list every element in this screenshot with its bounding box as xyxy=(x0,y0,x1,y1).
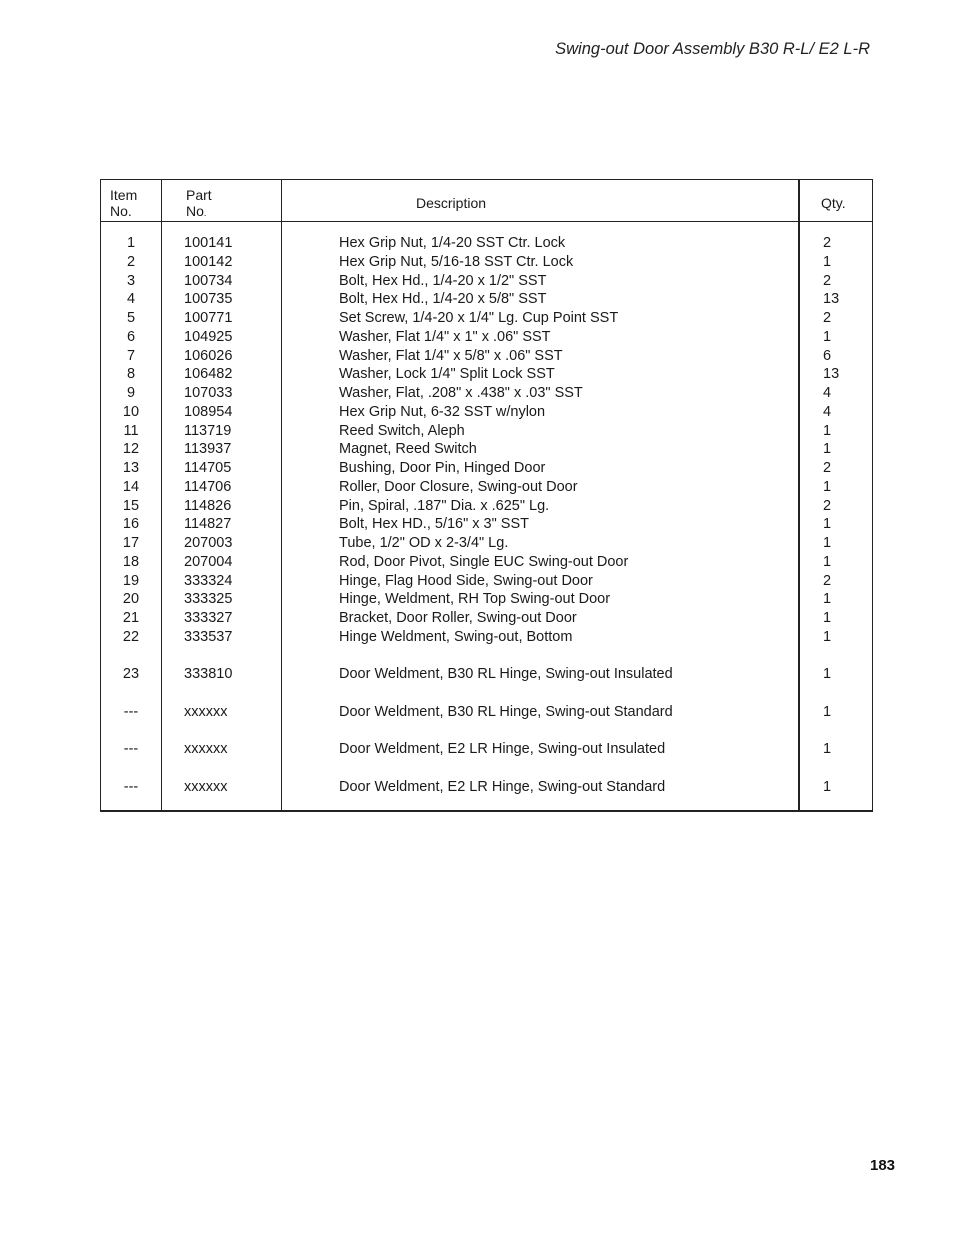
cell-qty: 2 xyxy=(823,272,832,289)
table-row xyxy=(101,628,872,647)
cell-item-no: 3 xyxy=(126,272,136,289)
cell-part-no: 114706 xyxy=(184,478,232,495)
cell-description: Bushing, Door Pin, Hinged Door xyxy=(339,460,546,476)
table-row xyxy=(101,384,872,403)
cell-qty: 1 xyxy=(823,666,832,682)
table-row xyxy=(101,365,872,384)
cell-description: Washer, Flat 1/4" x 5/8" x .06" SST xyxy=(339,347,563,364)
cell-description: Reed Switch, Aleph xyxy=(339,422,465,439)
cell-description: Washer, Lock 1/4" Split Lock SST xyxy=(339,366,555,383)
cell-description: Roller, Door Closure, Swing-out Door xyxy=(339,478,578,495)
table-row xyxy=(101,459,872,478)
column-header-item-line2: No. xyxy=(110,203,132,219)
cell-description: Door Weldment, E2 LR Hinge, Swing-out Standard xyxy=(339,779,666,795)
cell-item-no: 7 xyxy=(126,347,136,364)
table-row xyxy=(101,590,872,609)
table-row xyxy=(101,440,872,459)
cell-item-no: 6 xyxy=(126,328,136,345)
table-row xyxy=(101,328,872,347)
cell-qty: 4 xyxy=(823,385,832,401)
cell-part-no: xxxxxx xyxy=(184,704,228,720)
cell-description: Rod, Door Pivot, Single EUC Swing-out Door xyxy=(339,553,629,570)
cell-qty: 1 xyxy=(823,591,832,608)
cell-item-no: 14 xyxy=(122,478,140,495)
parts-table xyxy=(100,179,873,812)
table-row xyxy=(101,290,872,309)
cell-part-no: 333325 xyxy=(184,591,233,608)
cell-part-no: 333324 xyxy=(184,572,233,589)
column-header-part-line2-dot: . xyxy=(203,208,207,218)
column-header-item-no xyxy=(110,187,137,219)
cell-item-no: 2 xyxy=(126,253,136,270)
cell-part-no: 114705 xyxy=(184,460,232,476)
cell-description: Hinge, Flag Hood Side, Swing-out Door xyxy=(339,572,593,589)
cell-item-no: 19 xyxy=(122,572,140,589)
table-row xyxy=(101,572,872,591)
cell-description: Door Weldment, B30 RL Hinge, Swing-out Insulated xyxy=(339,666,673,682)
cell-qty: 1 xyxy=(823,422,832,439)
cell-item-no: 22 xyxy=(122,628,140,645)
cell-item-no: 15 xyxy=(122,497,140,514)
cell-part-no: 100735 xyxy=(184,291,233,308)
cell-qty: 2 xyxy=(823,572,832,589)
cell-part-no: 113937 xyxy=(184,441,232,458)
cell-description: Bolt, Hex Hd., 1/4-20 x 5/8" SST xyxy=(339,291,547,308)
cell-qty: 1 xyxy=(823,741,832,757)
cell-part-no: 113719 xyxy=(184,422,232,439)
cell-item-no: 16 xyxy=(122,516,140,533)
column-header-part-line2 xyxy=(186,203,212,221)
cell-qty: 1 xyxy=(823,610,832,626)
cell-description: Hex Grip Nut, 1/4-20 SST Ctr. Lock xyxy=(339,235,566,251)
table-row xyxy=(101,253,872,272)
cell-part-no: 106482 xyxy=(184,366,233,383)
column-header-qty: Qty. xyxy=(821,195,846,211)
column-header-part-no xyxy=(186,187,212,221)
cell-qty: 13 xyxy=(823,366,840,383)
cell-part-no: xxxxxx xyxy=(184,779,228,795)
table-row xyxy=(101,609,872,628)
cell-part-no: 104925 xyxy=(184,328,233,345)
cell-part-no: 100771 xyxy=(184,310,233,326)
table-row xyxy=(101,478,872,497)
cell-item-no: 21 xyxy=(122,610,140,626)
cell-description: Hinge Weldment, Swing-out, Bottom xyxy=(339,628,573,645)
cell-qty: 1 xyxy=(823,779,832,795)
cell-qty: 1 xyxy=(823,253,832,270)
cell-item-no: 23 xyxy=(122,666,140,682)
cell-item-no: --- xyxy=(123,779,139,795)
cell-qty: 13 xyxy=(823,291,840,308)
cell-description: Pin, Spiral, .187" Dia. x .625" Lg. xyxy=(339,497,550,514)
cell-part-no: 207003 xyxy=(184,535,233,551)
table-row xyxy=(101,403,872,422)
cell-part-no: 333810 xyxy=(184,666,233,682)
cell-part-no: 100142 xyxy=(184,253,233,270)
cell-qty: 2 xyxy=(823,460,832,476)
table-row xyxy=(101,515,872,534)
cell-description: Hex Grip Nut, 5/16-18 SST Ctr. Lock xyxy=(339,253,574,270)
cell-item-no: 5 xyxy=(126,310,136,326)
cell-description: Bolt, Hex HD., 5/16" x 3" SST xyxy=(339,516,530,533)
cell-item-no: 10 xyxy=(122,403,140,420)
cell-description: Magnet, Reed Switch xyxy=(339,441,477,458)
cell-qty: 2 xyxy=(823,235,832,251)
cell-description: Door Weldment, E2 LR Hinge, Swing-out Insulated xyxy=(339,741,666,757)
table-row xyxy=(101,347,872,366)
page-header-title: Swing-out Door Assembly B30 R-L/ E2 L-R xyxy=(555,40,870,58)
cell-part-no: 107033 xyxy=(184,385,233,401)
table-row xyxy=(101,497,872,516)
page-number: 183 xyxy=(870,1157,896,1174)
cell-part-no: xxxxxx xyxy=(184,741,228,757)
column-header-item-line1: Item xyxy=(110,187,138,203)
cell-part-no: 333327 xyxy=(184,610,233,626)
cell-qty: 1 xyxy=(823,516,832,533)
cell-item-no: 18 xyxy=(122,553,140,570)
cell-qty: 1 xyxy=(823,628,832,645)
cell-part-no: 100734 xyxy=(184,272,233,289)
cell-description: Hex Grip Nut, 6-32 SST w/nylon xyxy=(339,403,546,420)
table-row xyxy=(101,665,872,684)
table-row xyxy=(101,272,872,291)
cell-item-no: 11 xyxy=(123,422,139,439)
cell-qty: 4 xyxy=(823,403,832,420)
header-divider xyxy=(101,221,872,222)
cell-qty: 1 xyxy=(823,328,832,345)
table-row xyxy=(101,553,872,572)
cell-description: Bracket, Door Roller, Swing-out Door xyxy=(339,610,577,626)
cell-description: Tube, 1/2" OD x 2-3/4" Lg. xyxy=(339,535,509,551)
cell-description: Washer, Flat 1/4" x 1" x .06" SST xyxy=(339,328,551,345)
cell-item-no: --- xyxy=(123,704,139,720)
cell-part-no: 114827 xyxy=(184,516,232,533)
cell-item-no: 4 xyxy=(126,291,136,308)
table-row xyxy=(101,234,872,253)
cell-item-no: 20 xyxy=(122,591,140,608)
cell-qty: 1 xyxy=(823,441,832,458)
cell-part-no: 207004 xyxy=(184,553,233,570)
cell-qty: 1 xyxy=(823,535,832,551)
cell-item-no: 12 xyxy=(122,441,140,458)
cell-part-no: 106026 xyxy=(184,347,233,364)
table-row xyxy=(101,534,872,553)
cell-item-no: --- xyxy=(123,741,139,757)
cell-item-no: 8 xyxy=(126,366,136,383)
cell-description: Door Weldment, B30 RL Hinge, Swing-out Standard xyxy=(339,704,673,720)
cell-part-no: 108954 xyxy=(184,403,233,420)
cell-qty: 1 xyxy=(823,704,832,720)
cell-item-no: 1 xyxy=(126,235,136,251)
cell-item-no: 9 xyxy=(126,385,136,401)
cell-item-no: 17 xyxy=(122,535,140,551)
cell-qty: 1 xyxy=(823,553,832,570)
column-header-part-line1: Part xyxy=(186,187,212,203)
cell-description: Hinge, Weldment, RH Top Swing-out Door xyxy=(339,591,611,608)
cell-item-no: 13 xyxy=(122,460,140,476)
cell-part-no: 114826 xyxy=(184,497,232,514)
column-header-part-line2-text: No xyxy=(186,203,204,219)
cell-description: Set Screw, 1/4-20 x 1/4" Lg. Cup Point SST xyxy=(339,310,619,326)
cell-description: Bolt, Hex Hd., 1/4-20 x 1/2" SST xyxy=(339,272,547,289)
table-row xyxy=(101,703,872,722)
cell-description: Washer, Flat, .208" x .438" x .03" SST xyxy=(339,385,583,401)
cell-part-no: 100141 xyxy=(184,235,233,251)
cell-qty: 2 xyxy=(823,310,832,326)
column-header-description: Description xyxy=(416,195,487,211)
cell-qty: 2 xyxy=(823,497,832,514)
cell-qty: 6 xyxy=(823,347,832,364)
cell-qty: 1 xyxy=(823,478,832,495)
table-row xyxy=(101,309,872,328)
cell-part-no: 333537 xyxy=(184,628,233,645)
table-row xyxy=(101,778,872,797)
table-row xyxy=(101,740,872,759)
table-row xyxy=(101,422,872,441)
